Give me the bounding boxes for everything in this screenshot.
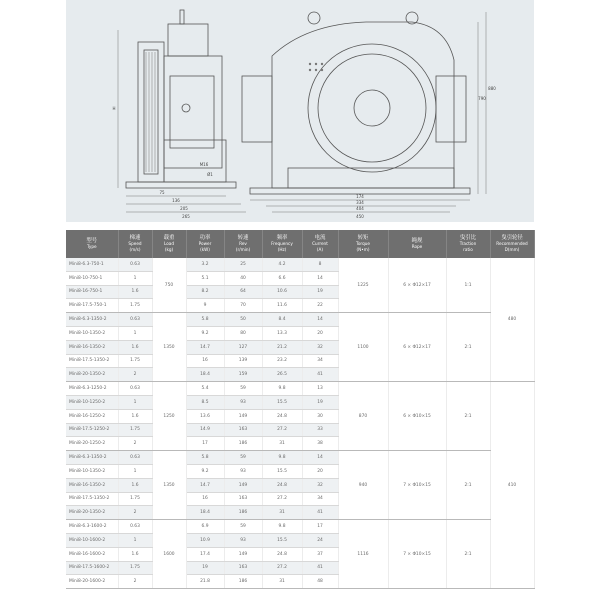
col-type: 型号 Type <box>66 230 118 258</box>
cell-frequency: 11.6 <box>262 299 302 313</box>
cell-recommended-d: 480 <box>490 258 534 382</box>
table-row <box>66 258 534 271</box>
cell-power: 9.2 <box>186 326 224 340</box>
cell-speed: 0.63 <box>118 451 152 465</box>
cell-rev: 163 <box>224 492 262 506</box>
col-load: 载重 Load (kg) <box>152 230 186 258</box>
cell-power: 17.4 <box>186 547 224 561</box>
side-lifting-bolt <box>180 10 184 24</box>
cell-frequency: 31 <box>262 437 302 451</box>
cell-torque: 1100 <box>338 313 388 382</box>
cell-traction-ratio: 1:1 <box>446 258 490 313</box>
cell-type: Mini8-17.5-1600-2 <box>66 561 118 575</box>
cell-type: Mini8-16-750-1 <box>66 285 118 299</box>
cell-type: Mini8-6.3-1250-2 <box>66 382 118 396</box>
cell-rope: 6 × Φ10×15 <box>388 382 446 451</box>
cell-current: 22 <box>302 299 338 313</box>
cell-rev: 159 <box>224 368 262 382</box>
cell-frequency: 9.8 <box>262 520 302 534</box>
cell-frequency: 15.5 <box>262 533 302 547</box>
cell-type: Mini8-17.5-1250-2 <box>66 423 118 437</box>
dim-label-side-4: 265 <box>182 214 190 219</box>
cell-rev: 149 <box>224 547 262 561</box>
cell-current: 37 <box>302 547 338 561</box>
cell-power: 5.4 <box>186 382 224 396</box>
table-body <box>66 258 534 589</box>
dim-label-side-3: 205 <box>180 206 188 211</box>
cell-current: 14 <box>302 271 338 285</box>
table-row <box>66 451 534 465</box>
cell-type: Mini8-16-1350-2 <box>66 340 118 354</box>
col-current: 电流 Current (A) <box>302 230 338 258</box>
dim-label-side-2: 136 <box>172 198 180 203</box>
cell-power: 8.5 <box>186 395 224 409</box>
cell-rope: 6 × Φ12×17 <box>388 258 446 313</box>
cell-type: Mini8-20-1250-2 <box>66 437 118 451</box>
cell-power: 6.9 <box>186 520 224 534</box>
cell-rev: 127 <box>224 340 262 354</box>
cell-type: Mini8-6.3-1350-2 <box>66 313 118 327</box>
cell-load: 1350 <box>152 313 186 382</box>
cell-current: 38 <box>302 437 338 451</box>
cell-load: 1250 <box>152 382 186 451</box>
cell-frequency: 6.6 <box>262 271 302 285</box>
dim-label-front-2: 334 <box>356 200 364 205</box>
spec-table <box>66 230 535 589</box>
col-power: 功率 Power (kW) <box>186 230 224 258</box>
table-row <box>66 520 534 534</box>
cell-load: 750 <box>152 258 186 313</box>
cell-current: 32 <box>302 340 338 354</box>
cell-frequency: 9.8 <box>262 451 302 465</box>
cell-current: 41 <box>302 368 338 382</box>
side-shaft <box>182 104 190 112</box>
side-motor-inner <box>170 76 214 148</box>
front-sheave-inner <box>318 54 426 162</box>
cell-type: Mini8-17.5-1350-2 <box>66 354 118 368</box>
cell-traction-ratio: 2:1 <box>446 313 490 382</box>
cell-speed: 1.75 <box>118 354 152 368</box>
cell-speed: 1.75 <box>118 423 152 437</box>
cell-speed: 1.75 <box>118 299 152 313</box>
cell-rev: 70 <box>224 299 262 313</box>
cell-type: Mini8-20-1600-2 <box>66 575 118 589</box>
cell-frequency: 15.5 <box>262 395 302 409</box>
table-header-row <box>66 230 534 258</box>
cell-traction-ratio: 2:1 <box>446 382 490 451</box>
cell-type: Mini8-20-1350-2 <box>66 368 118 382</box>
cell-rev: 59 <box>224 382 262 396</box>
cell-current: 19 <box>302 395 338 409</box>
col-traction-ratio: 曳引比 Traction ratio <box>446 230 490 258</box>
dim-label-right-2: 880 <box>488 86 496 91</box>
cell-speed: 1.6 <box>118 478 152 492</box>
cell-rope: 6 × Φ12×17 <box>388 313 446 382</box>
cell-rev: 40 <box>224 271 262 285</box>
cell-current: 8 <box>302 258 338 271</box>
cell-speed: 0.63 <box>118 313 152 327</box>
cell-frequency: 24.8 <box>262 547 302 561</box>
cell-load: 1350 <box>152 451 186 520</box>
cell-power: 3.2 <box>186 258 224 271</box>
cell-speed: 1.75 <box>118 561 152 575</box>
cell-current: 30 <box>302 409 338 423</box>
side-base-block <box>164 140 226 182</box>
cell-speed: 0.63 <box>118 520 152 534</box>
cell-rope: 7 × Φ10×15 <box>388 451 446 520</box>
dim-label-h: H <box>112 106 116 111</box>
cell-power: 9 <box>186 299 224 313</box>
cell-speed: 0.63 <box>118 258 152 271</box>
cell-rev: 186 <box>224 437 262 451</box>
cell-type: Mini8-17.5-1350-2 <box>66 492 118 506</box>
technical-drawing <box>66 0 534 222</box>
cell-frequency: 27.2 <box>262 561 302 575</box>
cell-frequency: 8.4 <box>262 313 302 327</box>
cell-rev: 186 <box>224 506 262 520</box>
dim-label-side-1: 75 <box>159 190 165 195</box>
cell-power: 10.9 <box>186 533 224 547</box>
front-base <box>288 168 454 188</box>
cell-power: 13.6 <box>186 409 224 423</box>
dim-label-dia: Ø1 <box>207 172 213 177</box>
cell-traction-ratio: 2:1 <box>446 520 490 589</box>
cell-speed: 1 <box>118 326 152 340</box>
cell-frequency: 31 <box>262 506 302 520</box>
cell-power: 16 <box>186 492 224 506</box>
cell-frequency: 27.2 <box>262 492 302 506</box>
cell-speed: 1 <box>118 464 152 478</box>
cell-power: 21.8 <box>186 575 224 589</box>
cell-type: Mini8-6.3-1600-2 <box>66 520 118 534</box>
cell-power: 9.2 <box>186 464 224 478</box>
cell-rev: 186 <box>224 575 262 589</box>
cell-rev: 25 <box>224 258 262 271</box>
side-motor-body <box>164 56 222 168</box>
cell-power: 5.8 <box>186 451 224 465</box>
cell-rev: 64 <box>224 285 262 299</box>
cell-current: 20 <box>302 326 338 340</box>
front-eyebolt-left <box>308 12 320 24</box>
cell-power: 14.9 <box>186 423 224 437</box>
cell-speed: 1.75 <box>118 492 152 506</box>
cell-speed: 2 <box>118 368 152 382</box>
cell-rev: 80 <box>224 326 262 340</box>
cell-torque: 940 <box>338 451 388 520</box>
front-hub <box>354 90 390 126</box>
col-rev: 转速 Rev (r/min) <box>224 230 262 258</box>
side-top-box <box>168 24 208 56</box>
cell-recommended-d: 410 <box>490 382 534 589</box>
cell-speed: 1 <box>118 533 152 547</box>
cell-rev: 93 <box>224 464 262 478</box>
cell-current: 34 <box>302 492 338 506</box>
cell-rev: 50 <box>224 313 262 327</box>
cell-frequency: 4.2 <box>262 258 302 271</box>
col-rope: 绳规 Rope <box>388 230 446 258</box>
cell-torque: 1225 <box>338 258 388 313</box>
table-row <box>66 313 534 327</box>
cell-frequency: 21.2 <box>262 340 302 354</box>
cell-current: 41 <box>302 506 338 520</box>
cell-type: Mini8-20-1350-2 <box>66 506 118 520</box>
cell-load: 1600 <box>152 520 186 589</box>
cell-current: 14 <box>302 313 338 327</box>
cell-type: Mini8-17.5-750-1 <box>66 299 118 313</box>
front-right-brake <box>436 76 466 142</box>
cell-power: 8.2 <box>186 285 224 299</box>
cell-current: 32 <box>302 478 338 492</box>
cell-speed: 1 <box>118 395 152 409</box>
cell-power: 14.7 <box>186 340 224 354</box>
cell-frequency: 24.8 <box>262 478 302 492</box>
cell-current: 19 <box>302 285 338 299</box>
cell-power: 19 <box>186 561 224 575</box>
cell-speed: 2 <box>118 575 152 589</box>
cell-type: Mini8-10-1600-2 <box>66 533 118 547</box>
cell-type: Mini8-10-1350-2 <box>66 326 118 340</box>
side-base-plate <box>126 182 236 188</box>
cell-type: Mini8-16-1600-2 <box>66 547 118 561</box>
col-torque: 转矩 Torque (N•m) <box>338 230 388 258</box>
cell-type: Mini8-10-1250-2 <box>66 395 118 409</box>
cell-type: Mini8-6.3-750-1 <box>66 258 118 271</box>
cell-current: 34 <box>302 354 338 368</box>
cell-speed: 1.6 <box>118 340 152 354</box>
cell-speed: 2 <box>118 506 152 520</box>
cell-frequency: 15.5 <box>262 464 302 478</box>
dim-label-front-3: 404 <box>356 206 364 211</box>
cell-power: 17 <box>186 437 224 451</box>
cell-power: 14.7 <box>186 478 224 492</box>
cell-speed: 1.6 <box>118 547 152 561</box>
cell-current: 17 <box>302 520 338 534</box>
cell-rev: 149 <box>224 409 262 423</box>
cell-rev: 149 <box>224 478 262 492</box>
cell-speed: 0.63 <box>118 382 152 396</box>
cell-frequency: 9.8 <box>262 382 302 396</box>
cell-rev: 59 <box>224 520 262 534</box>
cell-frequency: 27.2 <box>262 423 302 437</box>
table-row <box>66 382 534 396</box>
cell-rev: 163 <box>224 423 262 437</box>
front-frame <box>272 22 454 188</box>
cell-rev: 59 <box>224 451 262 465</box>
cell-current: 14 <box>302 451 338 465</box>
cell-current: 24 <box>302 533 338 547</box>
cell-type: Mini8-16-1350-2 <box>66 478 118 492</box>
front-sheave <box>308 44 436 172</box>
col-frequency: 频率 Frequency (Hz) <box>262 230 302 258</box>
cell-current: 41 <box>302 561 338 575</box>
col-speed: 梯速 Speed (m/s) <box>118 230 152 258</box>
cell-frequency: 10.6 <box>262 285 302 299</box>
cell-current: 48 <box>302 575 338 589</box>
cell-type: Mini8-16-1250-2 <box>66 409 118 423</box>
cell-type: Mini8-10-1350-2 <box>66 464 118 478</box>
cell-frequency: 24.8 <box>262 409 302 423</box>
cell-rev: 93 <box>224 395 262 409</box>
dim-label-right-1: 790 <box>478 96 486 101</box>
machine-drawing-svg <box>66 0 534 222</box>
cell-frequency: 31 <box>262 575 302 589</box>
cell-power: 16 <box>186 354 224 368</box>
cell-rev: 93 <box>224 533 262 547</box>
cell-frequency: 23.2 <box>262 354 302 368</box>
dim-label-m16: M16 <box>199 162 209 167</box>
cell-rev: 139 <box>224 354 262 368</box>
cell-rev: 163 <box>224 561 262 575</box>
cell-frequency: 13.3 <box>262 326 302 340</box>
col-recommended-d: 曳引轮径 Recommended D(mm) <box>490 230 534 258</box>
front-left-brake <box>242 76 272 142</box>
cell-torque: 870 <box>338 382 388 451</box>
cell-rope: 7 × Φ10×15 <box>388 520 446 589</box>
cell-power: 5.1 <box>186 271 224 285</box>
cell-power: 18.4 <box>186 368 224 382</box>
cell-current: 33 <box>302 423 338 437</box>
cell-current: 13 <box>302 382 338 396</box>
dim-label-front-4: 450 <box>356 214 364 219</box>
cell-current: 20 <box>302 464 338 478</box>
cell-power: 5.8 <box>186 313 224 327</box>
cell-frequency: 26.5 <box>262 368 302 382</box>
cell-speed: 1.6 <box>118 409 152 423</box>
cell-speed: 1.6 <box>118 285 152 299</box>
cell-type: Mini8-10-750-1 <box>66 271 118 285</box>
cell-power: 18.4 <box>186 506 224 520</box>
cell-traction-ratio: 2:1 <box>446 451 490 520</box>
cell-torque: 1116 <box>338 520 388 589</box>
cell-type: Mini8-6.3-1350-2 <box>66 451 118 465</box>
dim-label-front-1: 174 <box>356 194 364 199</box>
side-brake-housing <box>138 42 164 182</box>
cell-speed: 2 <box>118 437 152 451</box>
cell-speed: 1 <box>118 271 152 285</box>
